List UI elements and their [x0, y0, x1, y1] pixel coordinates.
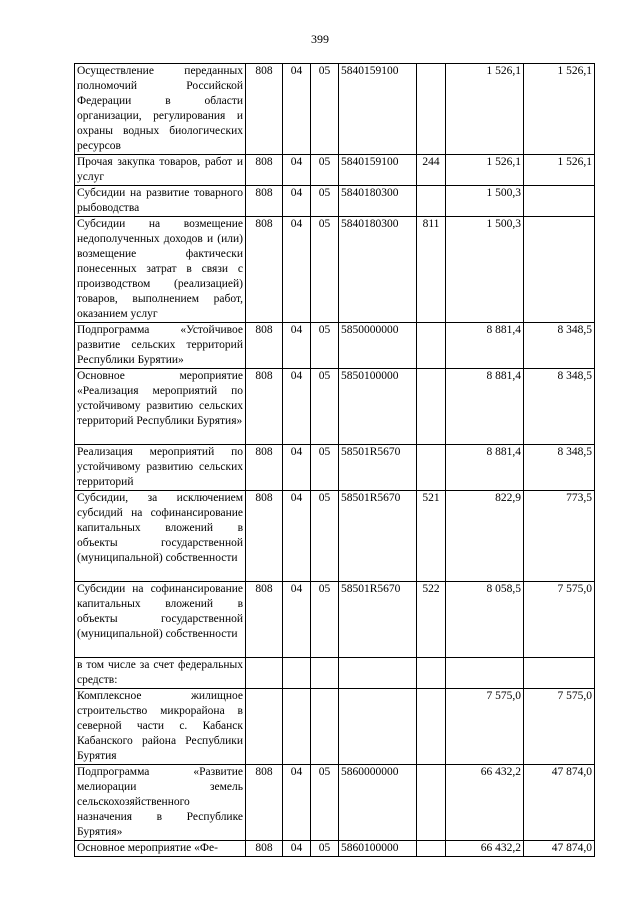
section-code-cell: 04 — [283, 369, 311, 445]
amount-cell-2: 1 526,1 — [524, 155, 595, 186]
table-row — [75, 582, 595, 658]
target-article-cell — [339, 658, 417, 689]
expense-name-cell: Комплексное жилищное строительство микрорайона в северной части с. Кабанск Кабанского района Республики Бурятия — [75, 689, 246, 765]
expense-type-cell — [417, 445, 446, 491]
amount-cell-1: 8 881,4 — [446, 445, 524, 491]
grbs-code-cell: 808 — [246, 323, 283, 369]
section-code-cell: 04 — [283, 155, 311, 186]
target-article-cell: 5840159100 — [339, 64, 417, 155]
amount-cell-2 — [524, 217, 595, 323]
amount-cell-2: 7 575,0 — [524, 582, 595, 658]
subsection-code-cell: 05 — [311, 369, 339, 445]
expense-name-cell: Субсидии на возмещение недополученных доходов и (или) возмещение фактически понесенных затрат в связи с производством (реализацией) товаров, выполнением работ, оказанием услуг — [75, 217, 246, 323]
subsection-code-cell: 05 — [311, 217, 339, 323]
amount-cell-1: 1 500,3 — [446, 186, 524, 217]
amount-cell-1: 66 432,2 — [446, 765, 524, 841]
grbs-code-cell: 808 — [246, 64, 283, 155]
grbs-code-cell — [246, 658, 283, 689]
target-article-cell: 58501R5670 — [339, 491, 417, 582]
expense-type-cell: 521 — [417, 491, 446, 582]
section-code-cell: 04 — [283, 841, 311, 857]
expense-name-cell: Основное мероприятие «Фе- — [75, 841, 246, 857]
table-row — [75, 445, 595, 491]
subsection-code-cell: 05 — [311, 582, 339, 658]
grbs-code-cell: 808 — [246, 582, 283, 658]
section-code-cell: 04 — [283, 582, 311, 658]
grbs-code-cell: 808 — [246, 445, 283, 491]
table-row — [75, 491, 595, 582]
section-code-cell: 04 — [283, 323, 311, 369]
table-row — [75, 689, 595, 765]
expense-type-cell — [417, 765, 446, 841]
target-article-cell: 5850100000 — [339, 369, 417, 445]
subsection-code-cell: 05 — [311, 445, 339, 491]
grbs-code-cell: 808 — [246, 217, 283, 323]
table-row — [75, 323, 595, 369]
target-article-cell: 5850000000 — [339, 323, 417, 369]
table-row — [75, 765, 595, 841]
target-article-cell: 5860100000 — [339, 841, 417, 857]
target-article-cell — [339, 689, 417, 765]
expense-name-cell: в том числе за счет федеральных средств: — [75, 658, 246, 689]
expense-name-cell: Подпрограмма «Развитие мелиорации земель сельскохозяйственного назначения в Республике Бурятия» — [75, 765, 246, 841]
table-row — [75, 64, 595, 155]
table-row — [75, 217, 595, 323]
amount-cell-1: 8 881,4 — [446, 323, 524, 369]
expense-name-cell: Субсидии на софинансирование капитальных вложений в объекты государственной (муниципальной) собственности — [75, 582, 246, 658]
budget-table — [74, 63, 595, 857]
table-row — [75, 369, 595, 445]
subsection-code-cell — [311, 658, 339, 689]
amount-cell-2: 47 874,0 — [524, 841, 595, 857]
expense-name-cell: Прочая закупка товаров, работ и услуг — [75, 155, 246, 186]
grbs-code-cell: 808 — [246, 841, 283, 857]
amount-cell-2: 8 348,5 — [524, 323, 595, 369]
subsection-code-cell: 05 — [311, 491, 339, 582]
target-article-cell: 5860000000 — [339, 765, 417, 841]
grbs-code-cell: 808 — [246, 186, 283, 217]
subsection-code-cell: 05 — [311, 64, 339, 155]
expense-type-cell: 522 — [417, 582, 446, 658]
section-code-cell: 04 — [283, 186, 311, 217]
section-code-cell — [283, 689, 311, 765]
expense-name-cell: Субсидии на развитие товарного рыбоводства — [75, 186, 246, 217]
section-code-cell: 04 — [283, 445, 311, 491]
expense-type-cell — [417, 64, 446, 155]
page-number: 399 — [311, 32, 329, 46]
table-row — [75, 841, 595, 857]
expense-type-cell — [417, 689, 446, 765]
subsection-code-cell — [311, 689, 339, 765]
grbs-code-cell: 808 — [246, 765, 283, 841]
grbs-code-cell: 808 — [246, 369, 283, 445]
amount-cell-1: 1 500,3 — [446, 217, 524, 323]
expense-type-cell: 811 — [417, 217, 446, 323]
section-code-cell — [283, 658, 311, 689]
amount-cell-2: 773,5 — [524, 491, 595, 582]
amount-cell-1: 8 058,5 — [446, 582, 524, 658]
subsection-code-cell: 05 — [311, 841, 339, 857]
table-row — [75, 155, 595, 186]
amount-cell-2 — [524, 658, 595, 689]
amount-cell-2: 8 348,5 — [524, 445, 595, 491]
amount-cell-2: 7 575,0 — [524, 689, 595, 765]
target-article-cell: 58501R5670 — [339, 582, 417, 658]
amount-cell-1: 1 526,1 — [446, 64, 524, 155]
amount-cell-1: 7 575,0 — [446, 689, 524, 765]
amount-cell-1: 1 526,1 — [446, 155, 524, 186]
expense-type-cell — [417, 186, 446, 217]
table-row — [75, 658, 595, 689]
target-article-cell: 5840159100 — [339, 155, 417, 186]
subsection-code-cell: 05 — [311, 765, 339, 841]
amount-cell-1 — [446, 658, 524, 689]
expense-name-cell: Реализация мероприятий по устойчивому развитию сельских территорий — [75, 445, 246, 491]
budget-table-body — [75, 64, 595, 857]
expense-type-cell — [417, 658, 446, 689]
target-article-cell: 58501R5670 — [339, 445, 417, 491]
table-row — [75, 186, 595, 217]
expense-type-cell: 244 — [417, 155, 446, 186]
expense-name-cell: Осуществление переданных полномочий Российской Федерации в области организации, регулирования и охраны водных биологических ресурсов — [75, 64, 246, 155]
section-code-cell: 04 — [283, 217, 311, 323]
amount-cell-2: 8 348,5 — [524, 369, 595, 445]
target-article-cell: 5840180300 — [339, 217, 417, 323]
amount-cell-2 — [524, 186, 595, 217]
expense-name-cell: Субсидии, за исключением субсидий на софинансирование капитальных вложений в объекты государственной (муниципальной) собственности — [75, 491, 246, 582]
expense-type-cell — [417, 369, 446, 445]
grbs-code-cell — [246, 689, 283, 765]
section-code-cell: 04 — [283, 64, 311, 155]
section-code-cell: 04 — [283, 765, 311, 841]
amount-cell-1: 8 881,4 — [446, 369, 524, 445]
subsection-code-cell: 05 — [311, 186, 339, 217]
amount-cell-2: 47 874,0 — [524, 765, 595, 841]
expense-type-cell — [417, 841, 446, 857]
expense-name-cell: Подпрограмма «Устойчивое развитие сельских территорий Республики Бурятии» — [75, 323, 246, 369]
grbs-code-cell: 808 — [246, 491, 283, 582]
target-article-cell: 5840180300 — [339, 186, 417, 217]
subsection-code-cell: 05 — [311, 323, 339, 369]
expense-name-cell: Основное мероприятие «Реализация мероприятий по устойчивому развитию сельских территорий Республики Бурятия» — [75, 369, 246, 445]
amount-cell-1: 66 432,2 — [446, 841, 524, 857]
grbs-code-cell: 808 — [246, 155, 283, 186]
section-code-cell: 04 — [283, 491, 311, 582]
subsection-code-cell: 05 — [311, 155, 339, 186]
amount-cell-2: 1 526,1 — [524, 64, 595, 155]
amount-cell-1: 822,9 — [446, 491, 524, 582]
expense-type-cell — [417, 323, 446, 369]
